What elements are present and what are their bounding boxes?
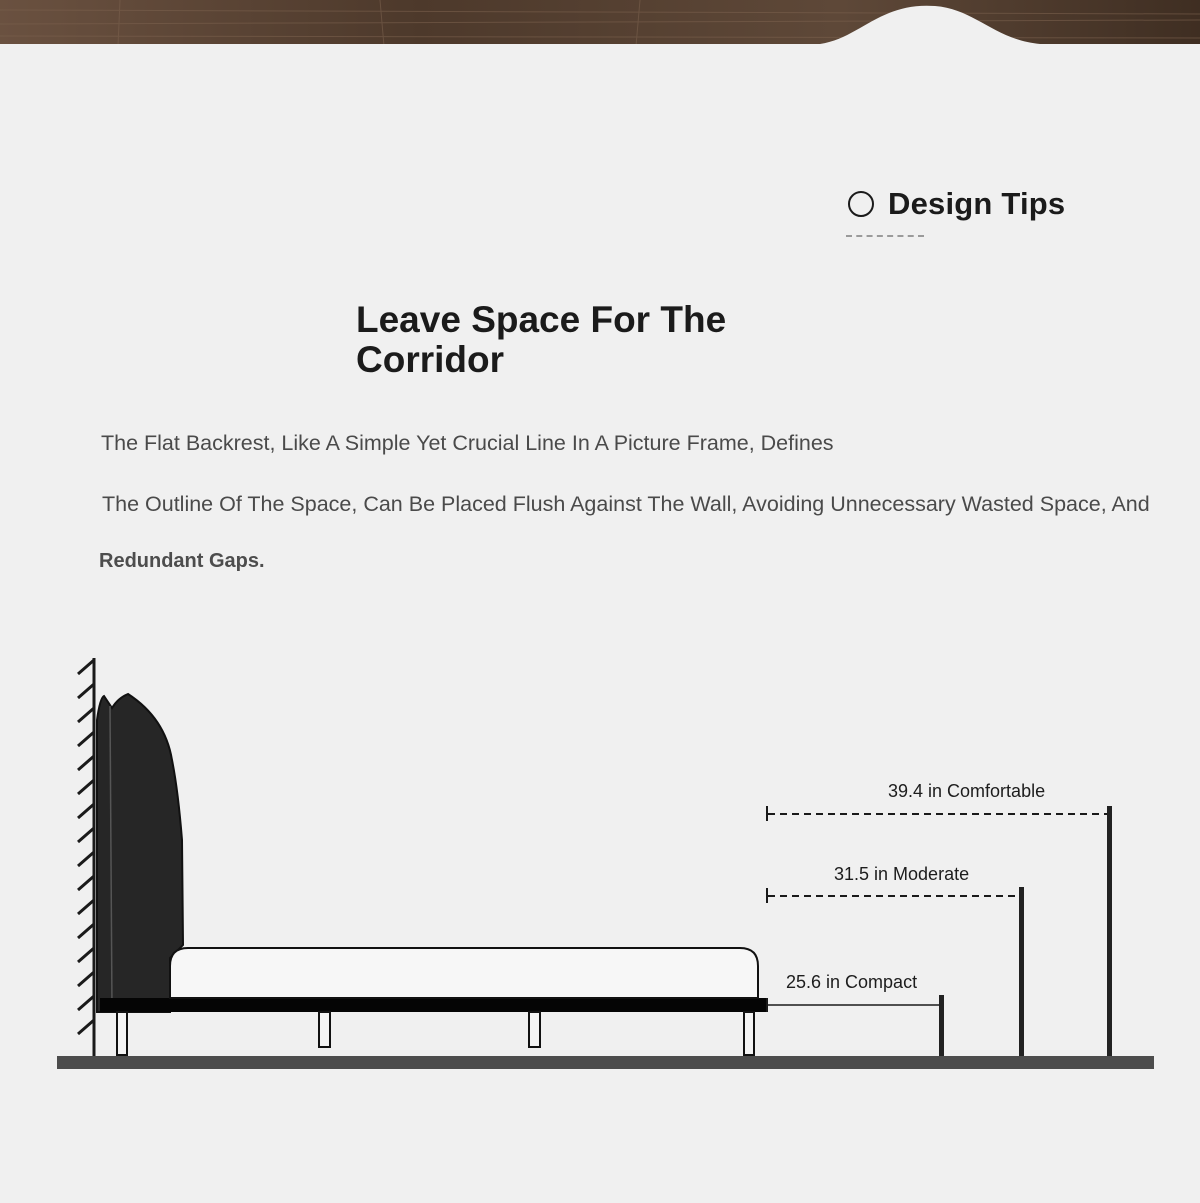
section-title — [356, 300, 826, 380]
mattress — [170, 948, 758, 998]
bed-legs — [117, 1012, 754, 1055]
comfortable-label: 39.4 in Comfortable — [888, 781, 1046, 801]
design-tips-heading — [848, 184, 1065, 224]
description-line2: The Outline Of The Space, Can Be Placed Flush Against The Wall, Avoiding Unnecessary Wasted Space, And — [102, 492, 1150, 516]
compact-label: 25.6 in Compact — [786, 972, 918, 992]
section-title-line1: Leave Space For The — [356, 299, 727, 340]
moderate-dimension — [767, 864, 1024, 1056]
dashed-divider — [846, 235, 924, 237]
compact-dimension — [767, 972, 944, 1056]
moderate-label: 31.5 in Moderate — [834, 864, 970, 884]
floor-line — [57, 1056, 1154, 1069]
bed-clearance-diagram — [0, 640, 1200, 1100]
wood-floor-banner — [0, 0, 1200, 46]
description-line3: Redundant Gaps. — [99, 550, 265, 572]
description-line1: The Flat Backrest, Like A Simple Yet Crucial Line In A Picture Frame, Defines — [101, 431, 834, 455]
design-tips-label: Design Tips — [888, 186, 1066, 221]
section-title-line2: Corridor — [356, 339, 504, 380]
circle-icon — [848, 191, 874, 217]
bed-frame-rail — [100, 998, 766, 1012]
wall-hatching — [78, 658, 94, 1058]
